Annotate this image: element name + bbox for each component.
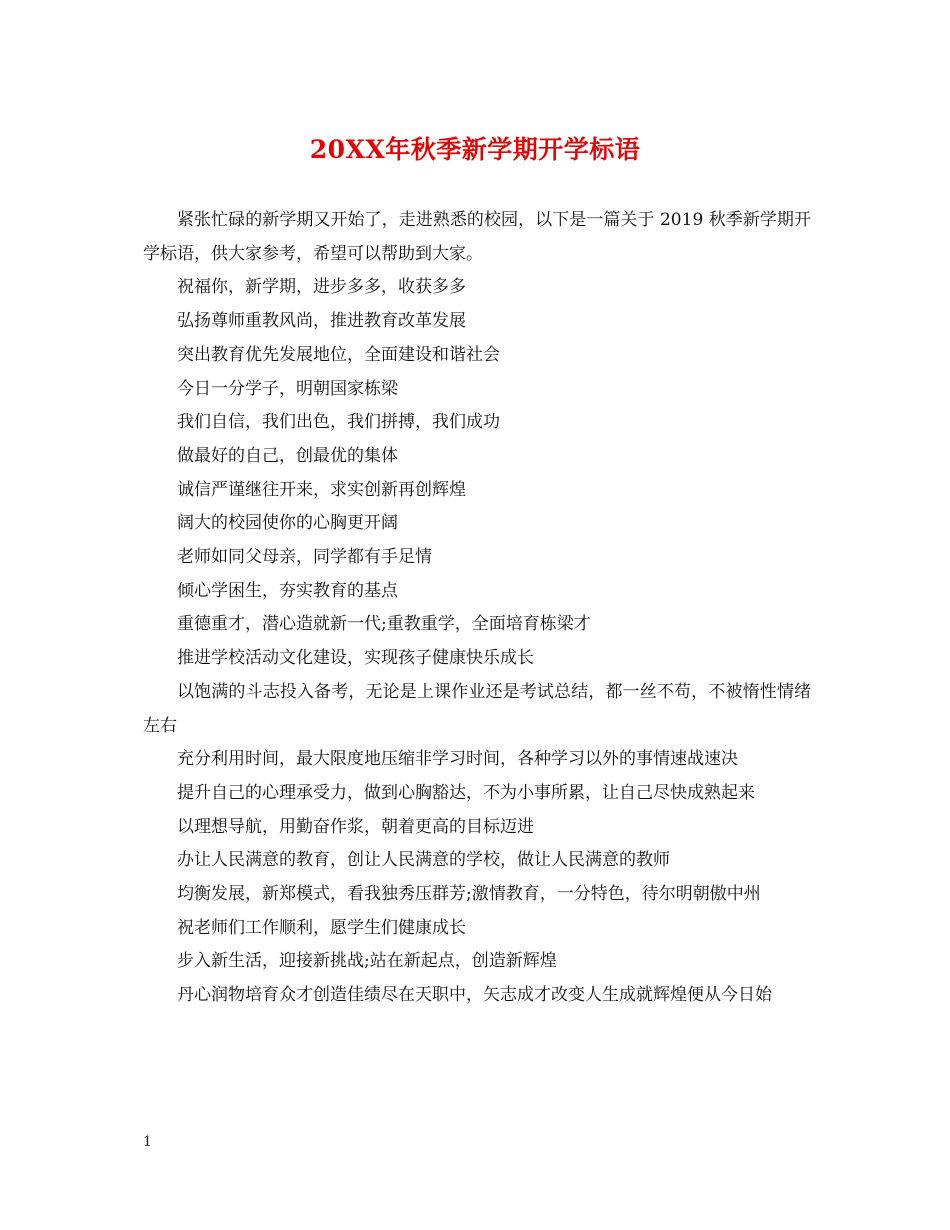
slogan-line: 提升自己的心理承受力，做到心胸豁达，不为小事所累，让自己尽快成熟起来 <box>177 782 755 803</box>
document-title: 20XX年秋季新学期开学标语 <box>309 135 641 164</box>
page-number: 1 <box>143 1134 152 1150</box>
document-body <box>143 204 811 1013</box>
slogan-line: 办让人民满意的教育，创让人民满意的学校，做让人民满意的教师 <box>177 850 670 871</box>
slogan-line: 倾心学困生，夯实教育的基点 <box>177 580 398 601</box>
slogan-line: 重德重才，潜心造就新一代;重教重学，全面培育栋梁才 <box>177 614 591 635</box>
slogan-line: 均衡发展，新郑模式，看我独秀压群芳;激情教育，一分特色，待尔明朝傲中州 <box>177 884 761 905</box>
slogan-line: 老师如同父母亲，同学都有手足情 <box>177 547 432 568</box>
slogan-line: 我们自信，我们出色，我们拼搏，我们成功 <box>177 412 500 433</box>
slogan-line: 弘扬尊师重教风尚，推进教育改革发展 <box>177 311 466 332</box>
slogan-line: 阔大的校园使你的心胸更开阔 <box>177 513 398 534</box>
slogan-line: 今日一分学子，明朝国家栋梁 <box>177 378 398 399</box>
slogan-line: 丹心润物培育众才创造佳绩尽在天职中，矢志成才改变人生成就辉煌便从今日始 <box>177 985 772 1006</box>
paragraph-intro: 紧张忙碌的新学期又开始了，走进熟悉的校园，以下是一篇关于 2019 秋季新学期开学标语，供大家参考，希望可以帮助到大家。 <box>143 210 811 264</box>
slogan-line: 以理想导航，用勤奋作浆，朝着更高的目标迈进 <box>177 816 534 837</box>
slogan-line: 突出教育优先发展地位，全面建设和谐社会 <box>177 344 500 365</box>
slogan-line: 祝福你，新学期，进步多多，收获多多 <box>177 277 466 298</box>
slogan-line: 祝老师们工作顺利，愿学生们健康成长 <box>177 917 466 938</box>
slogan-line: 做最好的自己，创最优的集体 <box>177 445 398 466</box>
slogan-line: 推进学校活动文化建设，实现孩子健康快乐成长 <box>177 648 534 669</box>
slogan-line: 步入新生活，迎接新挑战;站在新起点，创造新辉煌 <box>177 951 557 972</box>
slogan-line: 充分利用时间，最大限度地压缩非学习时间，各种学习以外的事情速战速决 <box>177 749 738 770</box>
slogan-line: 诚信严谨继往开来，求实创新再创辉煌 <box>177 479 466 500</box>
slogan-line: 以饱满的斗志投入备考，无论是上课作业还是考试总结，都一丝不苟，不被惰性情绪左右 <box>143 681 811 736</box>
